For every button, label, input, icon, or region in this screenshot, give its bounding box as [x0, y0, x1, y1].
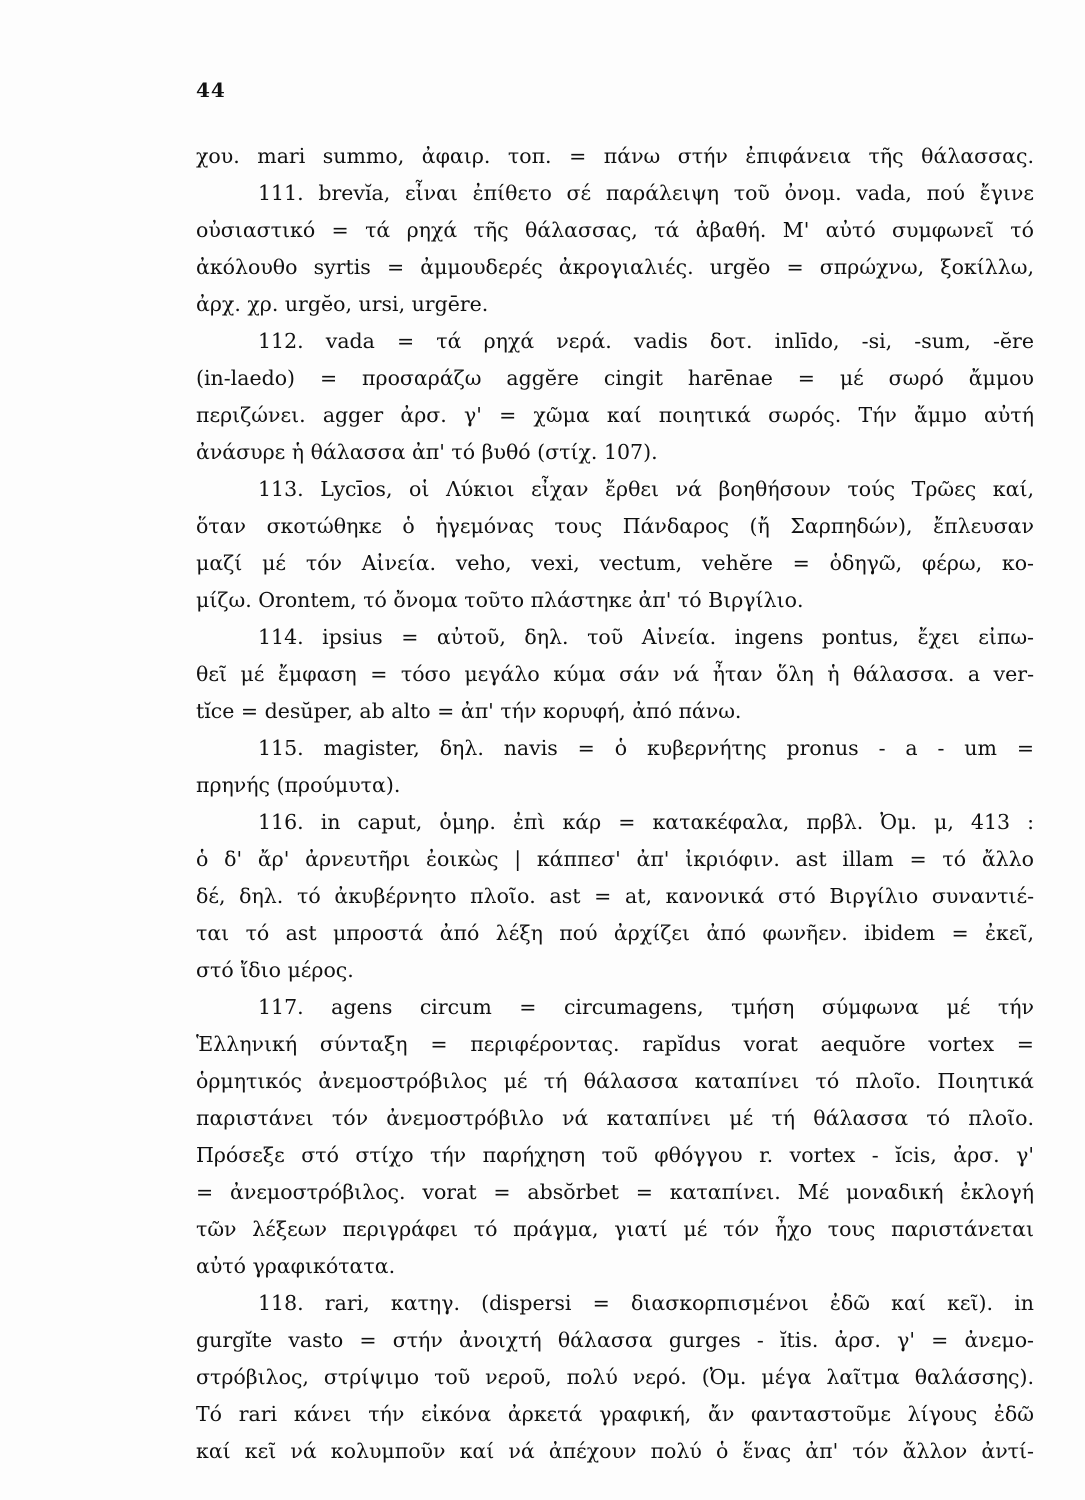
- text-line: 112. vada = τά ρηχά νερά. vadis δοτ. inlīdo, -si, -sum, -ĕre: [258, 329, 1034, 353]
- text-line: ἀρχ. χρ. urgĕo, ursi, urgēre.: [196, 292, 489, 316]
- text-line: καί κεῖ νά κολυμποῦν καί νά ἀπέχουν πολύ ὁ ἕνας ἀπ' τόν ἄλλον ἀντί-: [196, 1439, 1034, 1463]
- text-line: Πρόσεξε στό στίχο τήν παρήχηση τοῦ φθόγγου r. vortex - ĭcis, ἀρσ. γ': [196, 1143, 1034, 1167]
- text-line: στρόβιλος, στρίψιμο τοῦ νεροῦ, πολύ νερό. (Ὀμ. μέγα λαῖτμα θαλάσσης).: [196, 1365, 1034, 1389]
- text-line: αὐτό γραφικότατα.: [196, 1254, 396, 1278]
- text-line: ἀνάσυρε ἡ θάλασσα ἀπ' τό βυθό (στίχ. 107).: [196, 440, 658, 464]
- text-line: ὁ δ' ἄρ' ἀρνευτῆρι ἐοικὼς | κάππεσ' ἀπ' ἰκριόφιν. ast illam = τό ἄλλο: [196, 847, 1034, 871]
- text-line: Ἑλληνική σύνταξη = περιφέροντας. rapĭdus vorat aequŏre vortex =: [196, 1032, 1034, 1056]
- text-line: 115. magister, δηλ. navis = ὁ κυβερνήτης pronus - a - um =: [258, 736, 1034, 760]
- text-line: 116. in caput, ὁμηρ. ἐπὶ κάρ = κατακέφαλα, πρβλ. Ὀμ. μ, 413 :: [258, 810, 1034, 834]
- text-line: 111. brevĭa, εἶναι ἐπίθετο σέ παράλειψη τοῦ ὀνομ. vada, πού ἔγινε: [258, 181, 1034, 205]
- text-line: ὅταν σκοτώθηκε ὁ ἡγεμόνας τους Πάνδαρος (ἤ Σαρπηδών), ἔπλευσαν: [196, 514, 1034, 538]
- text-line: 118. rari, κατηγ. (dispersi = διασκορπισμένοι ἐδῶ καί κεῖ). in: [258, 1291, 1034, 1315]
- text-line: ται τό ast μπροστά ἀπό λέξη πού ἀρχίζει ἀπό φωνῆεν. ibidem = ἐκεῖ,: [196, 921, 1034, 945]
- text-line: πρηνής (προύμυτα).: [196, 773, 401, 797]
- text-line: μίζω. Orontem, τό ὄνομα τοῦτο πλάστηκε ἀπ' τό Βιργίλιο.: [196, 588, 804, 612]
- text-line: gurgĭte vasto = στήν ἀνοιχτή θάλασσα gurges - ĭtis. ἀρσ. γ' = ἀνεμο-: [196, 1328, 1034, 1352]
- text-line: (in-laedo) = προσαράζω aggĕre cingit harēnae = μέ σωρό ἄμμου: [196, 366, 1034, 390]
- text-line: ὁρμητικός ἀνεμοστρόβιλος μέ τή θάλασσα καταπίνει τό πλοῖο. Ποιητικά: [196, 1069, 1034, 1093]
- text-line: τῶν λέξεων περιγράφει τό πράγμα, γιατί μέ τόν ἦχο τους παριστάνεται: [196, 1217, 1034, 1241]
- text-line: = ἀνεμοστρόβιλος. vorat = absŏrbet = καταπίνει. Μέ μοναδική ἐκλογή: [196, 1180, 1034, 1204]
- text-line: παριστάνει τόν ἀνεμοστρόβιλο νά καταπίνει μέ τή θάλασσα τό πλοῖο.: [196, 1106, 1034, 1130]
- text-line: μαζί μέ τόν Αἰνεία. veho, vexi, vectum, vehĕre = ὁδηγῶ, φέρω, κο-: [196, 551, 1034, 575]
- text-line: οὐσιαστικό = τά ρηχά τῆς θάλασσας, τά ἀβαθή. Μ' αὐτό συμφωνεῖ τό: [196, 218, 1034, 242]
- page-number: 44: [196, 78, 226, 102]
- text-line: χου. mari summo, ἀφαιρ. τοπ. = πάνω στήν ἐπιφάνεια τῆς θάλασσας.: [196, 144, 1034, 168]
- commentary-text: [196, 138, 1034, 1470]
- text-line: 117. agens circum = circumagens, τμήση σύμφωνα μέ τήν: [258, 995, 1034, 1019]
- text-line: στό ἴδιο μέρος.: [196, 958, 354, 982]
- text-line: 114. ipsius = αὐτοῦ, δηλ. τοῦ Αἰνεία. ingens pontus, ἔχει εἰπω-: [258, 625, 1034, 649]
- text-line: tĭce = desŭper, ab alto = ἀπ' τήν κορυφή, ἀπό πάνω.: [196, 699, 742, 723]
- text-line: ἀκόλουθο syrtis = ἀμμουδερές ἀκρογιαλιές. urgĕo = σπρώχνω, ξοκίλλω,: [196, 255, 1034, 279]
- text-line: Τό rari κάνει τήν εἰκόνα ἀρκετά γραφική, ἄν φανταστοῦμε λίγους ἐδῶ: [196, 1402, 1034, 1426]
- text-line: δέ, δηλ. τό ἀκυβέρνητο πλοῖο. ast = at, κανονικά στό Βιργίλιο συναντιέ-: [196, 884, 1034, 908]
- text-line: θεῖ μέ ἔμφαση = τόσο μεγάλο κύμα σάν νά ἦταν ὅλη ἡ θάλασσα. a ver-: [196, 662, 1034, 686]
- text-line: περιζώνει. agger ἀρσ. γ' = χῶμα καί ποιητικά σωρός. Τήν ἄμμο αὐτή: [196, 403, 1034, 427]
- text-line: 113. Lycīos, οἱ Λύκιοι εἶχαν ἔρθει νά βοηθήσουν τούς Τρῶες καί,: [258, 477, 1034, 501]
